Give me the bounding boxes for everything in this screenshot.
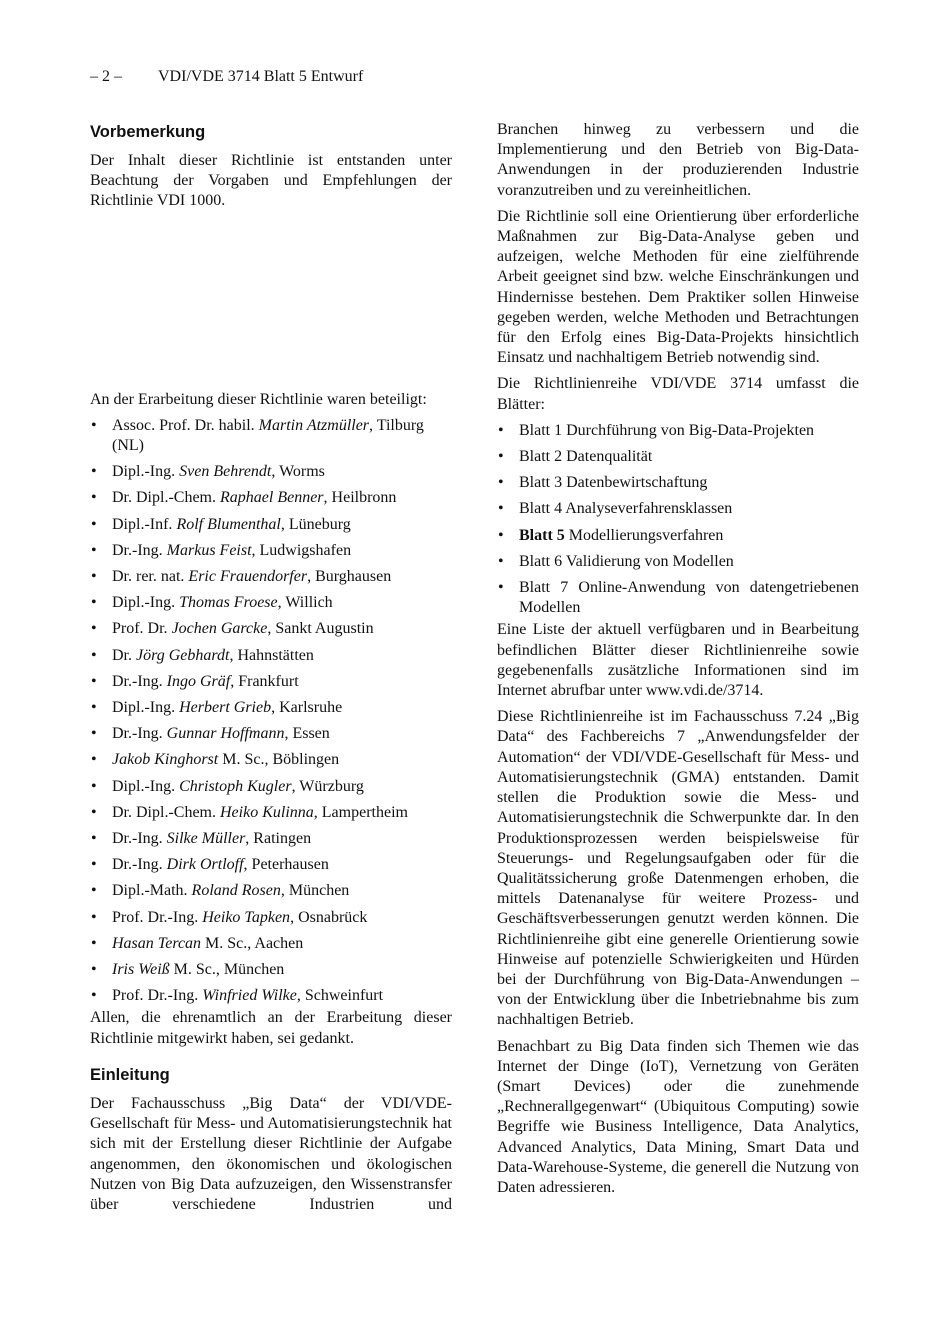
contributor-item: • Jakob Kinghorst M. Sc., Böblingen xyxy=(91,751,340,769)
contributors-intro: An der Erarbeitung dieser Richtlinie waren beteiligt: xyxy=(90,390,427,408)
contributor-item: • Iris Weiß M. Sc., München xyxy=(91,961,285,979)
contributor-item: • Assoc. Prof. Dr. habil. Martin Atzmüller, Tilburg (NL) xyxy=(91,416,424,455)
left-column xyxy=(90,120,452,1221)
contributor-item: • Dr.-Ing. Gunnar Hoffmann, Essen xyxy=(91,725,330,743)
sheet-item: • Blatt 1 Durchführung von Big-Data-Projekten xyxy=(498,421,815,439)
einleitung-paragraph-4: Eine Liste der aktuell verfügbaren und in Bearbeitung befindlichen Blätter dieser Richtlinienreihe sowie gegebenenfalls zusätzliche Informationen sind im Internet abrufbar unter www.vdi.de/3714. xyxy=(497,621,859,700)
contributor-item: • Prof. Dr. Jochen Garcke, Sankt Augustin xyxy=(91,620,374,638)
document-title: VDI/VDE 3714 Blatt 5 Entwurf xyxy=(158,68,364,85)
einleitung-paragraph-1: Der Fachausschuss „Big Data“ der VDI/VDE-Gesellschaft für Mess- und Automatisierungstechnik hat sich mit der Erstellung dieser Richtlinie der Aufgabe angenommen, den ökonomischen und ökologischen Nutzen von Big Data aufzuzeigen, den Wissenstransfer über verschiedene Industrien und xyxy=(90,1094,452,1213)
contributor-item: • Dr. rer. nat. Eric Frauendorfer, Burghausen xyxy=(91,568,392,586)
sheet-item: • Blatt 5 Modellierungsverfahren xyxy=(498,526,724,544)
contributor-item: • Dr.-Ing. Silke Müller, Ratingen xyxy=(91,830,312,848)
thanks-text: Allen, die ehrenamtlich an der Erarbeitung dieser Richtlinie mitgewirkt haben, sei gedankt. xyxy=(90,1009,452,1047)
sheet-item: • Blatt 2 Datenqualität xyxy=(498,448,653,466)
contributor-item: • Dr.-Ing. Ingo Gräf, Frankfurt xyxy=(91,672,299,690)
einleitung-paragraph-2: Die Richtlinie soll eine Orientierung über erforderliche Maßnahmen zur Big-Data-Analyse geben und aufzeigen, welche Methoden für eine zielführende Arbeit geeignet sind bzw. welche Einschränkungen und Hindernisse bestehen. Dem Praktiker sollen Hinweise gegeben werden, welche Methoden und Betrachtungen für den Erfolg eines Big-Data-Projekts hinsichtlich Einsatz und nachhaltigem Betrieb notwendig sind. xyxy=(497,207,859,367)
contributor-item: • Dipl.-Inf. Rolf Blumenthal, Lüneburg xyxy=(91,515,351,533)
contributor-item: • Dr.-Ing. Dirk Ortloff, Peterhausen xyxy=(91,856,329,874)
contributor-item: • Prof. Dr.-Ing. Winfried Wilke, Schweinfurt xyxy=(91,987,384,1005)
einleitung-paragraph-3: Die Richtlinienreihe VDI/VDE 3714 umfasst die Blätter: xyxy=(497,375,859,413)
page-header xyxy=(90,68,363,86)
einleitung-paragraph-5: Diese Richtlinienreihe ist im Fachausschuss 7.24 „Big Data“ des Fachbereichs 7 „Anwendungsfelder der Automation“ der VDI/VDE-Gesellschaft für Mess- und Automatisierungstechnik (GMA) entstanden. Damit stellen die Produktion sowie die Mess- und Automatisierungstechnik die Schwerpunkte dar. In den Produktionsprozessen werden beispielsweise für Steuerungs- und Regelungsaufgaben oder für die Qualitätssicherung große Datenmengen erhoben, die mittels Datenanalyse für weitere Prozess- und Geschäftsverbesserungen genutzt werden können. Die Richtlinienreihe gibt eine generelle Orientierung sowie Hinweise auf potenzielle Schwierigkeiten und Hürden bei der Durchführung von Big-Data-Anwendungen – von der Entwicklung über die Inbetriebnahme bis zum nachhaltigen Betrieb. xyxy=(497,708,859,1029)
contributor-item: • Dr. Dipl.-Chem. Heiko Kulinna, Lampertheim xyxy=(91,803,408,821)
heading-einleitung: Einleitung xyxy=(90,1065,170,1084)
vorbemerkung-text: Der Inhalt dieser Richtlinie ist entstanden unter Beachtung der Vorgaben und Empfehlungen der Richtlinie VDI 1000. xyxy=(90,152,452,210)
einleitung-paragraph-1-continued: Branchen hinweg zu verbessern und die Implementierung und den Betrieb von Big-Data-Anwendungen in der produzierenden Industrie voranzutreiben und zu vereinheitlichen. xyxy=(497,121,859,199)
contributor-item: • Dipl.-Ing. Sven Behrendt, Worms xyxy=(91,463,325,481)
contributor-item: • Dipl.-Ing. Herbert Grieb, Karlsruhe xyxy=(91,699,343,717)
contributor-item: • Hasan Tercan M. Sc., Aachen xyxy=(91,934,304,952)
sheet-item: • Blatt 7 Online-Anwendung von datengetriebenen Modellen xyxy=(498,579,860,617)
right-column xyxy=(497,120,859,1204)
contributor-item: • Dipl.-Ing. Thomas Froese, Willich xyxy=(91,594,333,612)
sheet-item: • Blatt 6 Validierung von Modellen xyxy=(498,552,734,570)
contributor-item: • Prof. Dr.-Ing. Heiko Tapken, Osnabrück xyxy=(91,908,368,926)
contributor-item: • Dr. Jörg Gebhardt, Hahnstätten xyxy=(91,646,314,664)
einleitung-paragraph-6: Benachbart zu Big Data finden sich Themen wie das Internet der Dinge (IoT), Vernetzung von Geräten (Smart Devices) oder die zunehmende „Rechnerallgegenwart“ (Ubiquitous Computing) sowie Begriffe wie Business Intelligence, Data Analytics, Advanced Analytics, Data Mining, Smart Data und Data-Warehouse-Systeme, die generell die Nutzung von Daten adressieren. xyxy=(497,1037,859,1196)
sheet-item: • Blatt 3 Datenbewirtschaftung xyxy=(498,474,708,492)
sheet-list xyxy=(497,421,859,619)
heading-vorbemerkung: Vorbemerkung xyxy=(90,123,206,141)
sheet-item: • Blatt 4 Analyseverfahrensklassen xyxy=(498,500,733,518)
contributor-item: • Dipl.-Ing. Christoph Kugler, Würzburg xyxy=(91,777,364,795)
contributor-item: • Dr. Dipl.-Chem. Raphael Benner, Heilbronn xyxy=(91,489,397,507)
contributor-item: • Dipl.-Math. Roland Rosen, München xyxy=(91,882,350,900)
contributor-item: • Dr.-Ing. Markus Feist, Ludwigshafen xyxy=(91,541,352,559)
page-number: – 2 – xyxy=(90,68,122,85)
blank-space xyxy=(90,218,452,390)
contributors-list xyxy=(90,416,452,1007)
